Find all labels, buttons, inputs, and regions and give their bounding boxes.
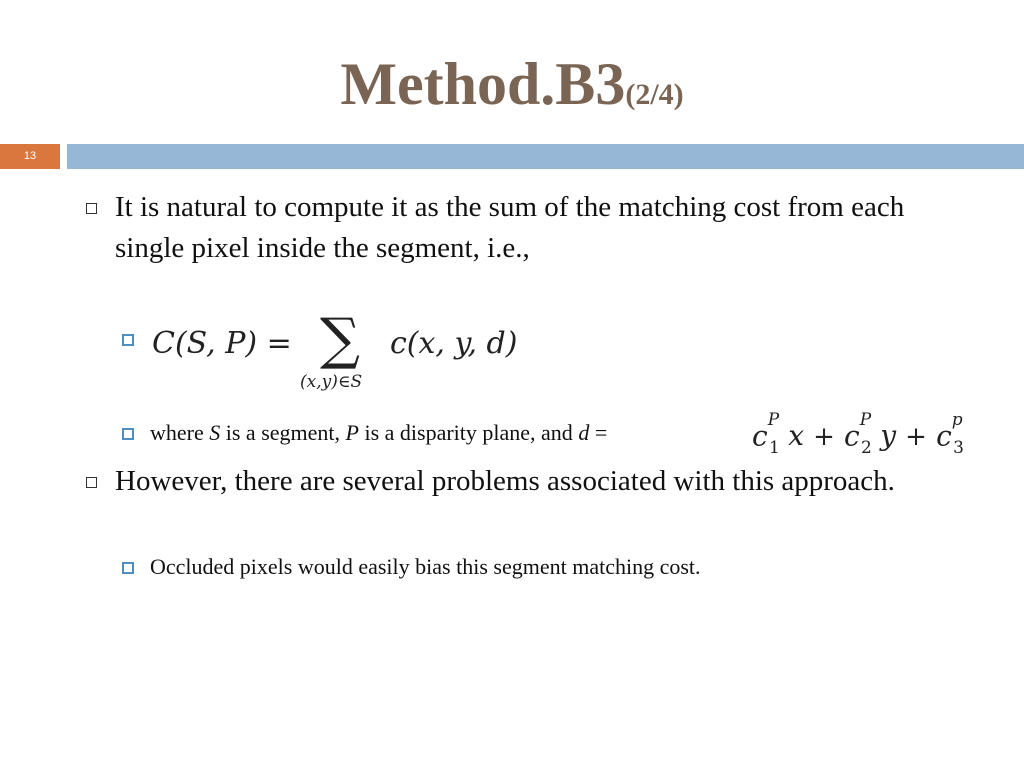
square-bullet-icon	[122, 428, 136, 442]
header-strip	[67, 144, 1024, 169]
sub-bullet-text	[150, 418, 607, 448]
plus-sign: +	[813, 422, 835, 453]
square-bullet-icon	[83, 198, 103, 218]
var-S: S	[209, 420, 221, 445]
term-y: y	[880, 419, 897, 453]
mid-text-1: is a segment,	[225, 420, 341, 445]
formula-lhs: C(S, P) =	[152, 326, 292, 361]
sum-index: (x,y)∈S	[300, 372, 363, 392]
sum-symbol: ∑	[320, 307, 360, 372]
bullet-text: It is natural to compute it as the sum of the matching cost from each single pixel inside the segment, i.e.,	[115, 191, 905, 264]
sub-bullet-text: Occluded pixels would easily bias this segment matching cost.	[150, 554, 701, 579]
formula-rhs: c(x, y, d)	[390, 326, 518, 361]
equals-sign: =	[594, 420, 608, 445]
square-bullet-icon	[83, 472, 103, 492]
square-bullet-icon	[122, 334, 136, 348]
slide-title	[0, 50, 1024, 119]
disparity-plane-equation	[752, 408, 964, 458]
bullet-text: However, there are several problems associated with this approach.	[115, 465, 895, 497]
slide-title-part: (2/4)	[625, 78, 684, 111]
term-c3: $c^p$ 3	[936, 410, 964, 458]
var-P: P	[345, 420, 359, 445]
header-bar	[0, 144, 1024, 169]
where-word: where	[150, 420, 204, 445]
plus-sign: +	[905, 422, 927, 453]
mid-text-2: is a disparity plane, and	[364, 420, 573, 445]
square-bullet-icon	[122, 562, 136, 576]
var-d: d	[578, 420, 590, 445]
term-x: x	[788, 419, 805, 453]
slide-title-main: Method.B3	[340, 51, 626, 117]
term-c2: $c^P$ 2	[844, 410, 872, 458]
term-c1: $c^P$ 1	[752, 410, 780, 458]
slide-number: 13	[0, 144, 60, 169]
